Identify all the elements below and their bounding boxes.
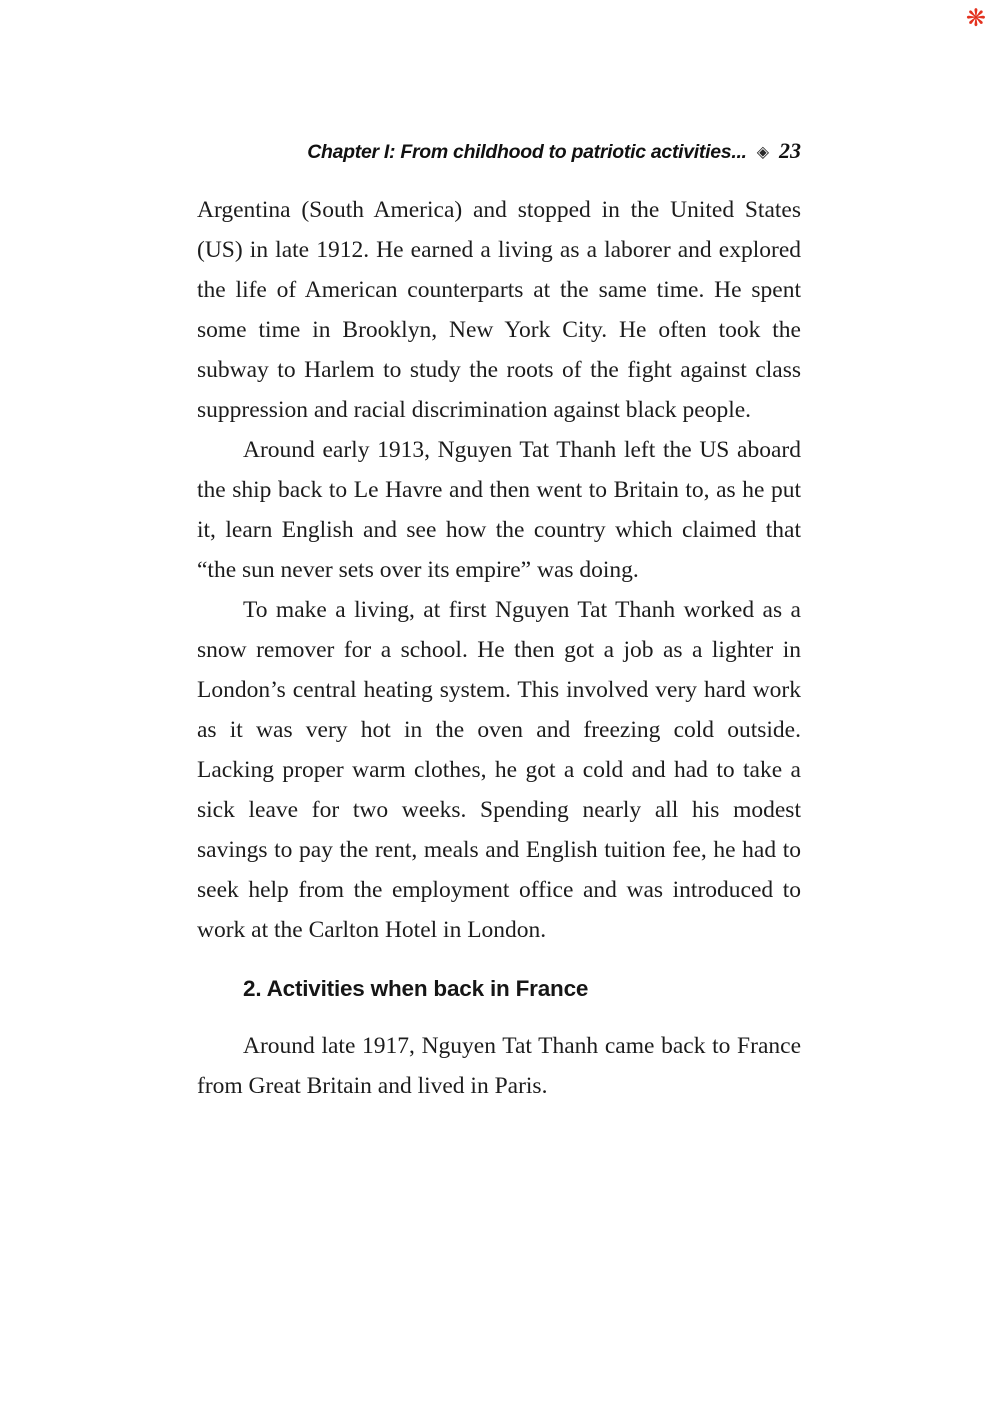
chapter-title: Chapter I: From childhood to patriotic activities... bbox=[307, 141, 747, 163]
book-page bbox=[197, 138, 801, 1106]
section-heading: 2. Activities when back in France bbox=[243, 976, 589, 1001]
diamond-ornament-icon: ◈ bbox=[756, 142, 769, 161]
corner-flower-icon: ❋ bbox=[965, 4, 986, 32]
page-number: 23 bbox=[779, 138, 801, 163]
paragraph: Argentina (South America) and stopped in the United States (US) in late 1912. He earned a living as a laborer and explored the life of American counterparts at the same time. He spent some time in Brooklyn, New York City. He often took the subway to Harlem to study the roots of the fight against class suppression and racial discrimination against black people. bbox=[197, 197, 801, 423]
paragraph: To make a living, at first Nguyen Tat Thanh worked as a snow remover for a school. He then got a job as a lighter in London’s central heating system. This involved very hard work as it was very hot in the oven and freezing cold outside. Lacking proper warm clothes, he got a cold and had to take a sick leave for two weeks. Spending nearly all his modest savings to pay the rent, meals and English tuition fee, he had to seek help from the employment office and was introduced to work at the Carlton Hotel in London. bbox=[197, 597, 801, 943]
body-text bbox=[197, 190, 801, 1106]
paragraph: Around late 1917, Nguyen Tat Thanh came back to France from Great Britain and lived in Paris. bbox=[197, 1033, 801, 1099]
running-header bbox=[197, 138, 801, 164]
paragraph: Around early 1913, Nguyen Tat Thanh left the US aboard the ship back to Le Havre and then went to Britain to, as he put it, learn English and see how the country which claimed that “the sun never sets over its empire” was doing. bbox=[197, 437, 801, 583]
